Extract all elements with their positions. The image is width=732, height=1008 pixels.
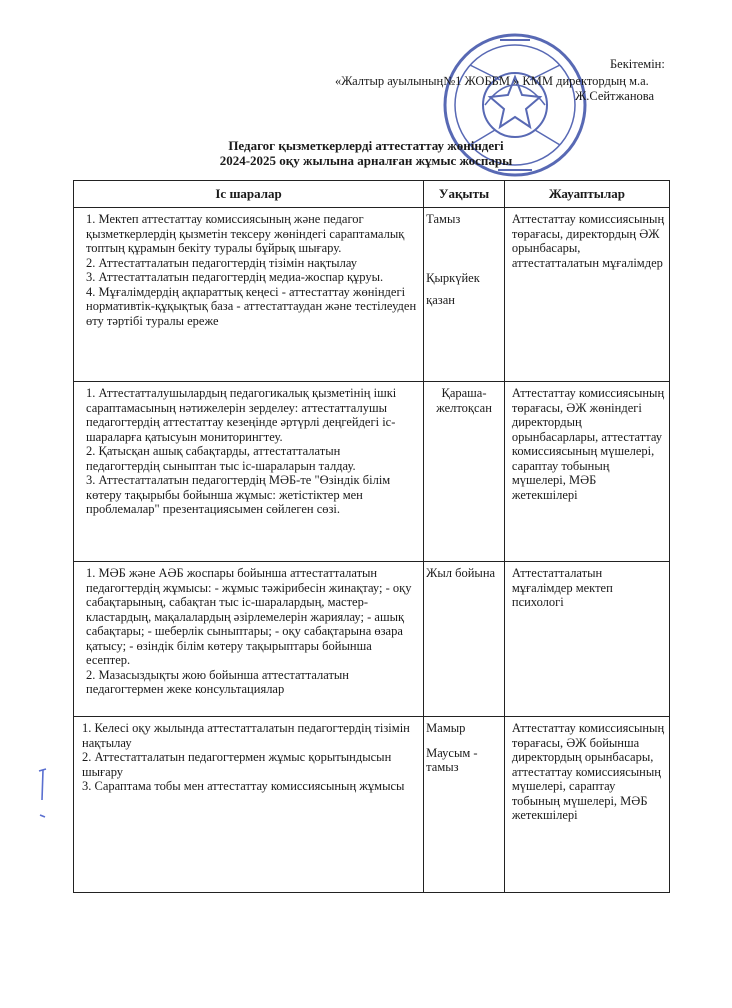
time-spacer — [426, 285, 502, 293]
document-subtitle: 2024-2025 оқу жылына арналған жұмыс жоспары — [219, 153, 513, 168]
header-responsible: Жауаптылар — [504, 181, 669, 208]
table-row — [74, 208, 670, 382]
activity-item: 3. Аттестатталатын педагогтердің МӘБ-те "Өзіндік білім көтеру тақырыбы бойынша жұмыс: жетістіктер мен проблемалар" презентациясымен сөйлеген сөзі. — [86, 473, 391, 516]
approval-line: «Жалтыр ауылының№1 ЖОББМ » КММ директордың м.а. — [335, 74, 649, 88]
activity-item: 1. Келесі оқу жылында аттестатталатын педагогтердің тізімін нақтылау — [82, 721, 410, 750]
time-spacer — [426, 227, 502, 271]
activities-cell — [74, 717, 424, 893]
activity-item: 2. Аттестатталатын педагогтермен жұмыс қорытындысын шығару — [82, 750, 392, 779]
header-time: Уақыты — [424, 181, 505, 208]
time-item: желтоқсан — [436, 400, 492, 415]
responsible-text: Аттестаттау комиссиясының төрағасы, ӘЖ жөніндегі директордың орынбасарлары, аттестаттау комиссиясының мүшелері, сараптау тобының мүшелері, МӘБ жетекшілері — [511, 386, 665, 502]
responsible-text: Аттестаттау комиссиясының төрағасы, ӘЖ бойынша директордың орынбасары, аттестаттау комиссиясының мүшелері, сараптау тобының мүшелері, МӘБ жетекшілері — [511, 721, 665, 822]
activity-item: 3. Аттестатталатын педагогтердің медиа-жоспар құруы. — [86, 270, 384, 284]
activity-item: 1. Мектеп аттестаттау комиссиясының және педагог қызметкерлердің қызметін тексеру жөніндегі сараптамалық топтың құрамын бекіту туралы бұйрық шығару. — [86, 212, 405, 255]
responsible-cell — [504, 382, 669, 562]
activity-item: 1. МӘБ және АӘБ жоспары бойынша аттестатталатын педагогтердің жұмысы: - жұмыс тәжірибесін жинақтау; - оқу сабақтарының, сабақтан тыс іс-шаралардың, мастер-кластардың, мақалалардың әзірлемелерін жариялау; - ашық сабақтары; - шеберлік сыныптары; - оқу сабақтарына өзара қатысу; - өзіндік білім көтеру тақырыптары бойынша есептер. — [86, 566, 412, 667]
activity-item: 2. Мазасыздықты жою бойынша аттестатталатын педагогтермен жеке консультациялар — [86, 667, 349, 696]
responsible-cell — [504, 208, 669, 382]
table-header-row — [74, 181, 670, 208]
time-item: қазан — [426, 293, 455, 307]
document-title: Педагог қызметкерлерді аттестаттау жөніндегі — [228, 138, 504, 153]
approval-title: Бекітемін: — [610, 57, 665, 71]
activity-item: 1. Аттестатталушылардың педагогикалық қызметінің ішкі сараптамасының нәтижелерін зерделеу: аттестатталушы педагогтердің аттестаттау кезеңінде әртүрлі деңгейдегі іс-шараларға қатысуын мониторингтеу. — [86, 386, 397, 444]
table-row — [74, 562, 670, 717]
activity-item: 4. Мұғалімдердің ақпараттық кеңесі - аттестаттау жөніндегі нормативтік-құқықтық база - аттестаттаудан және тестілеуден өту тәртібі туралы ереже — [86, 284, 417, 328]
activities-cell — [74, 382, 424, 562]
time-item: тамыз — [426, 760, 459, 774]
activity-item: 2. Қатысқан ашық сабақтарды, аттестатталатын педагогтердің сыныптан тыс іс-шараларын талдау. — [86, 444, 356, 473]
time-spacer — [426, 736, 502, 746]
time-item: Жыл бойына — [426, 566, 496, 580]
activity-item: 3. Сараптама тобы мен аттестаттау комиссиясының жұмысы — [82, 779, 405, 793]
work-plan-table — [73, 180, 670, 893]
time-item: Тамыз — [426, 212, 461, 226]
time-item: Маусым - — [426, 745, 478, 760]
activities-cell — [74, 562, 424, 717]
time-cell — [424, 717, 505, 893]
time-cell — [424, 208, 505, 382]
time-item: Қыркүйек — [426, 270, 480, 285]
time-item: Мамыр — [426, 721, 466, 735]
responsible-text: Аттестатталатын мұғалімдер мектеп психологі — [511, 566, 613, 609]
responsible-cell — [504, 717, 669, 893]
time-cell — [424, 562, 505, 717]
activity-item: 2. Аттестатталатын педагогтердің тізімін нақтылау — [86, 255, 357, 270]
approval-name: Ж.Сейтжанова — [575, 89, 655, 103]
table-row — [74, 717, 670, 893]
header-activities: Іс шаралар — [74, 181, 424, 208]
responsible-text: Аттестаттау комиссиясының төрағасы, директордың ӘЖ орынбасары, аттестатталатын мұғалімдер — [511, 212, 665, 270]
table-row — [74, 382, 670, 562]
time-item: Қараша- — [441, 386, 487, 400]
responsible-cell — [504, 562, 669, 717]
activities-cell — [74, 208, 424, 382]
time-cell — [424, 382, 505, 562]
margin-pen-mark — [36, 765, 50, 825]
